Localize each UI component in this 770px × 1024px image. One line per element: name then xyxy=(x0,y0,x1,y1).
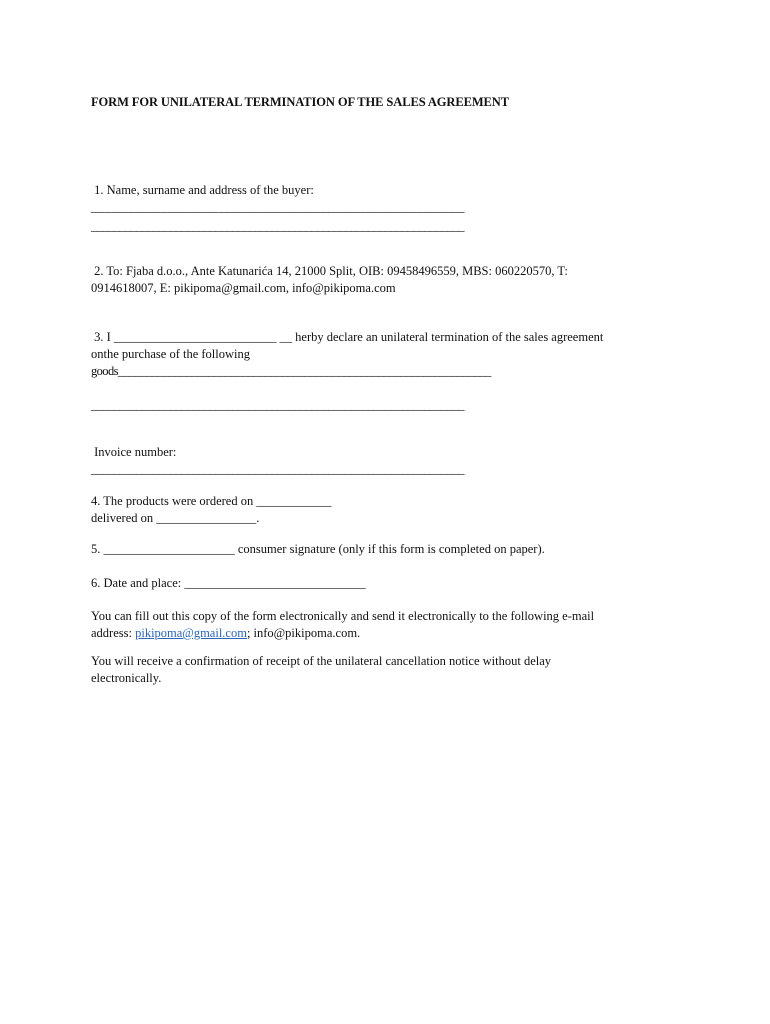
address-prefix: address: xyxy=(91,626,136,640)
buyer-blank-line-1: __________________________________________________________________ xyxy=(91,200,464,214)
fill-out-note-line-2 xyxy=(91,625,360,642)
goods-blank-line: __________________________________________________________________ xyxy=(91,398,464,412)
fill-out-note-line-1: You can fill out this copy of the form electronically and send it electronically to the following e-mail xyxy=(91,609,595,623)
address-suffix: ; info@pikipoma.com. xyxy=(246,626,361,640)
recipient-line-1: 2. To: Fjaba d.o.o., Ante Katunarića 14, 21000 Split, OIB: 09458496559, MBS: 060220570, T: xyxy=(91,264,568,278)
recipient-line-2: 0914618007, E: pikipoma@gmail.com, info@pikipoma.com xyxy=(91,281,396,295)
declaration-line-1: 3. I __________________________ __ herby declare an unilateral termination of the sales agreement xyxy=(91,330,604,344)
email-link[interactable]: pikipoma@gmail.com xyxy=(135,626,247,640)
confirmation-note-line-1: You will receive a confirmation of receipt of the unilateral cancellation notice without delay xyxy=(91,654,552,668)
buyer-blank-line-2: __________________________________________________________________ xyxy=(91,219,464,233)
declaration-line-2: onthe purchase of the following xyxy=(91,347,250,361)
buyer-label: 1. Name, surname and address of the buyer: xyxy=(91,183,314,197)
form-title: FORM FOR UNILATERAL TERMINATION OF THE SALES AGREEMENT xyxy=(91,95,509,109)
confirmation-note-line-2: electronically. xyxy=(91,671,162,685)
goods-line: goods__________________________________________________________________ xyxy=(91,364,491,378)
invoice-label: Invoice number: xyxy=(91,445,177,459)
date-place-line: 6. Date and place: _____________________________ xyxy=(91,576,366,590)
ordered-line: 4. The products were ordered on ____________ xyxy=(91,494,332,508)
signature-line: 5. _____________________ consumer signature (only if this form is completed on paper). xyxy=(91,542,545,556)
delivered-line: delivered on ________________. xyxy=(91,511,260,525)
invoice-blank-line: __________________________________________________________________ xyxy=(91,462,464,476)
